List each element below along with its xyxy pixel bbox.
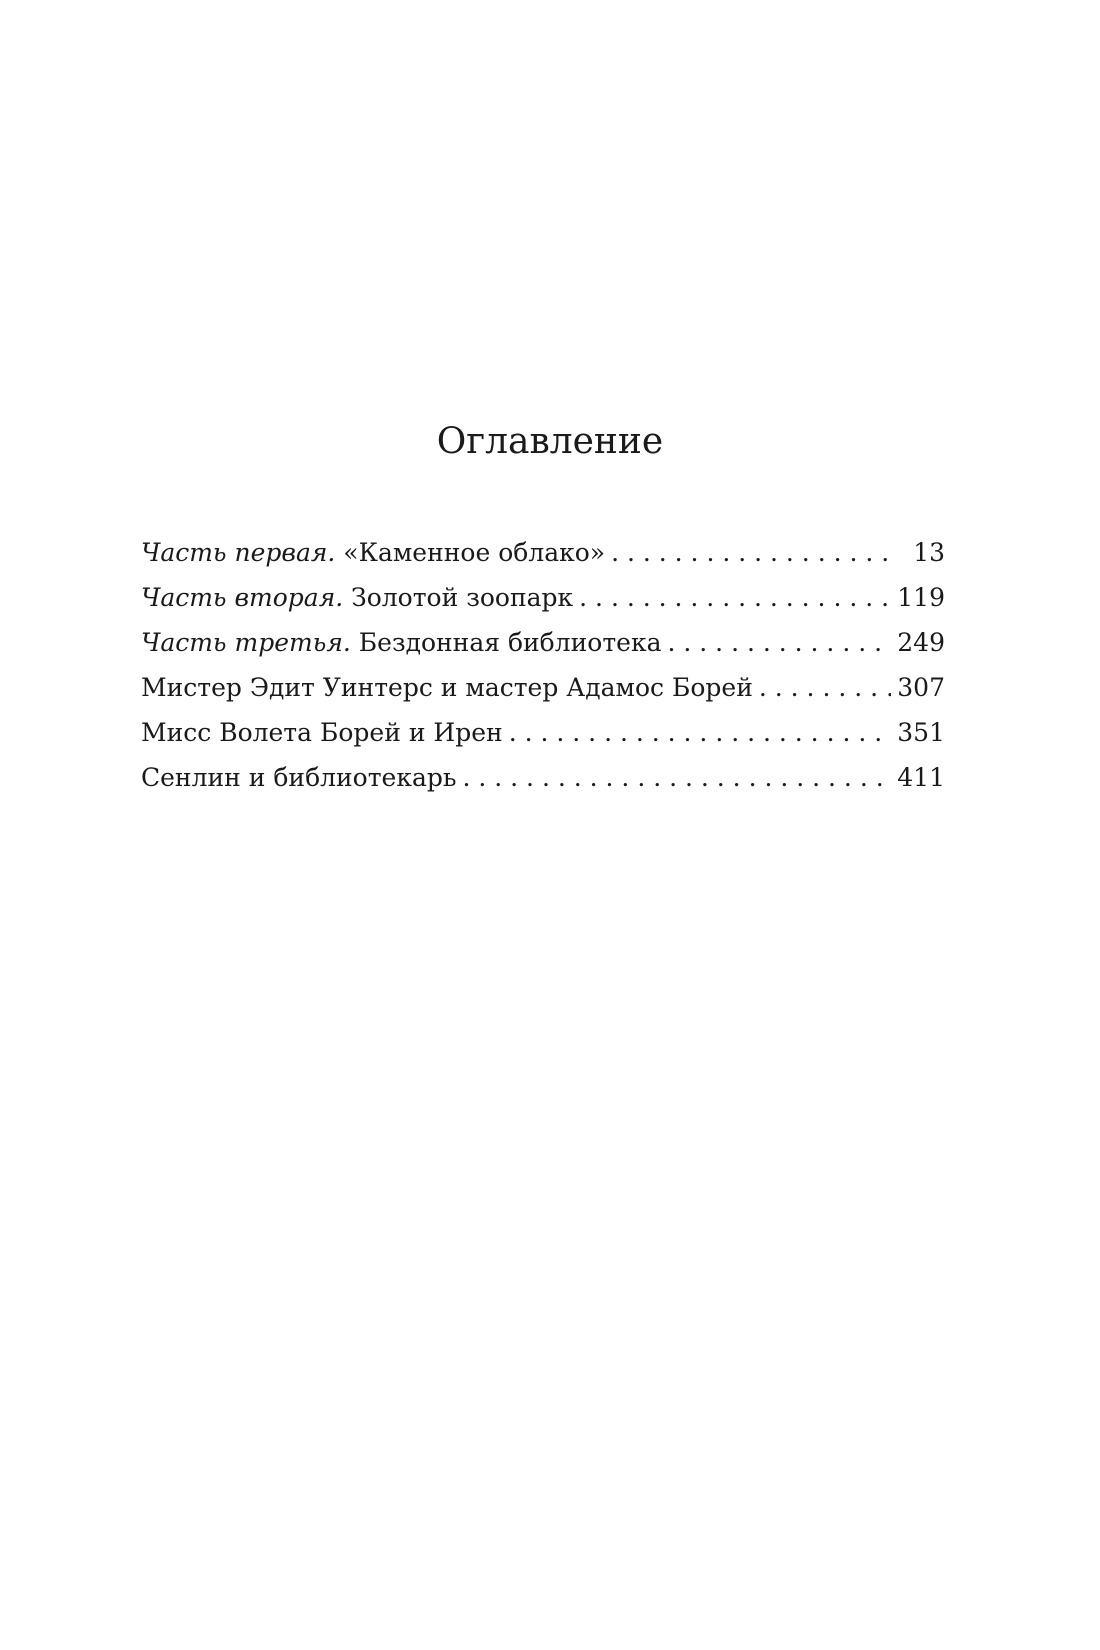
toc-part-label: Часть вторая. — [141, 583, 344, 612]
toc-entry — [141, 620, 945, 665]
dot-leader — [611, 530, 899, 575]
toc-part-label: Часть первая. — [141, 538, 336, 567]
toc-entry-title: Бездонная библиотека — [350, 628, 662, 657]
toc-entry — [141, 665, 945, 710]
toc-entry-title: Сенлин и библиотекарь — [141, 763, 457, 792]
toc-entry — [141, 710, 945, 755]
toc-page-number: 119 — [897, 583, 945, 612]
toc-page-number: 411 — [897, 763, 945, 792]
toc-entry — [141, 575, 945, 620]
toc-page-number: 13 — [913, 538, 945, 567]
table-of-contents — [141, 530, 945, 800]
toc-entry-label — [141, 710, 503, 755]
toc-part-label: Часть третья. — [141, 628, 351, 657]
dot-leader — [462, 755, 891, 800]
toc-page-number: 249 — [897, 628, 945, 657]
toc-entry-label — [141, 575, 573, 620]
dot-leader — [668, 620, 892, 665]
toc-entry — [141, 530, 945, 575]
toc-entry-label — [141, 665, 753, 710]
toc-entry-title: Мисс Волета Борей и Ирен — [141, 718, 503, 747]
toc-entry-label — [141, 755, 456, 800]
dot-leader — [579, 575, 891, 620]
dot-leader — [509, 710, 892, 755]
toc-entry-label — [141, 620, 662, 665]
toc-entry — [141, 755, 945, 800]
dot-leader — [759, 665, 891, 710]
toc-page-number: 351 — [897, 718, 945, 747]
toc-page-number: 307 — [897, 673, 945, 702]
toc-entry-label — [141, 530, 605, 575]
toc-entry-title: Мистер Эдит Уинтерс и мастер Адамос Борей — [141, 673, 753, 702]
toc-entry-title: Золотой зоопарк — [343, 583, 574, 612]
toc-entry-title: «Каменное облако» — [335, 538, 606, 567]
page-title: Оглавление — [436, 421, 664, 462]
